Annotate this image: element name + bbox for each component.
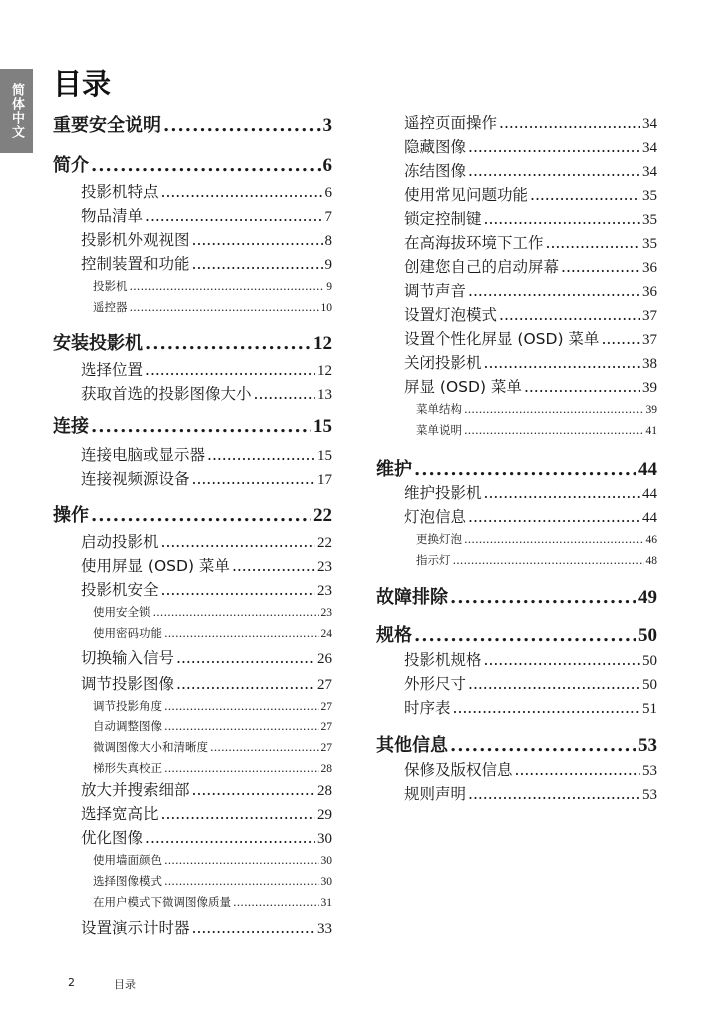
toc-section-entry[interactable] — [376, 505, 657, 527]
toc-entry-title: 遥控器 — [93, 300, 128, 314]
footer-section-title: 目录 — [114, 978, 136, 991]
toc-subsection-entry[interactable] — [376, 531, 657, 547]
toc-entry-title: 安装投影机 — [53, 333, 143, 354]
toc-entry-page: 53 — [638, 735, 657, 756]
toc-entry-title: 选择图像模式 — [93, 874, 162, 888]
toc-dot-leader — [233, 895, 319, 909]
toc-section-entry[interactable] — [376, 231, 657, 253]
toc-entry-title: 时序表 — [404, 699, 451, 717]
toc-dot-leader — [164, 626, 319, 640]
toc-section-entry[interactable] — [53, 252, 332, 274]
toc-chapter-entry[interactable] — [376, 455, 657, 481]
toc-entry-page: 22 — [317, 535, 332, 551]
toc-section-entry[interactable] — [53, 204, 332, 226]
toc-dot-leader — [207, 446, 315, 464]
toc-entry-page: 23 — [317, 583, 332, 599]
toc-subsection-entry[interactable] — [376, 422, 657, 438]
toc-chapter-entry[interactable] — [53, 329, 332, 355]
toc-section-entry[interactable] — [376, 279, 657, 301]
toc-entry-page: 51 — [642, 701, 657, 717]
toc-entry-title: 使用屏显 (OSD) 菜单 — [81, 557, 230, 575]
toc-entry-page: 24 — [320, 628, 332, 640]
toc-dot-leader — [453, 699, 640, 717]
toc-entry-title: 更换灯泡 — [416, 532, 462, 546]
toc-dot-leader — [530, 186, 640, 204]
toc-entry-title: 在用户模式下微调图像质量 — [93, 895, 231, 909]
toc-dot-leader — [145, 333, 311, 354]
toc-entry-title: 控制装置和功能 — [81, 255, 190, 273]
toc-entry-title: 设置灯泡模式 — [404, 306, 498, 324]
language-tab — [0, 69, 33, 153]
toc-entry-title: 投影机安全 — [81, 581, 159, 599]
toc-section-entry[interactable] — [53, 530, 332, 552]
toc-dot-leader — [468, 785, 640, 803]
toc-entry-title: 其他信息 — [376, 735, 448, 756]
toc-dot-leader — [91, 416, 311, 437]
toc-section-entry[interactable] — [53, 916, 332, 938]
toc-dot-leader — [161, 183, 323, 201]
toc-entry-title: 微调图像大小和清晰度 — [93, 740, 208, 754]
toc-section-entry[interactable] — [376, 481, 657, 503]
toc-entry-title: 投影机 — [93, 279, 128, 293]
toc-entry-page: 7 — [324, 209, 332, 225]
toc-dot-leader — [164, 699, 319, 713]
toc-subsection-entry[interactable] — [53, 299, 332, 315]
toc-section-entry[interactable] — [53, 554, 332, 576]
toc-section-entry[interactable] — [376, 111, 657, 133]
toc-entry-title: 关闭投影机 — [404, 354, 482, 372]
toc-section-entry[interactable] — [53, 578, 332, 600]
toc-section-entry[interactable] — [376, 255, 657, 277]
toc-dot-leader — [192, 781, 315, 799]
toc-chapter-entry[interactable] — [53, 151, 332, 177]
toc-section-entry[interactable] — [53, 672, 332, 694]
toc-entry-page: 15 — [313, 416, 332, 437]
toc-section-entry[interactable] — [376, 207, 657, 229]
toc-dot-leader — [161, 805, 315, 823]
toc-section-entry[interactable] — [376, 648, 657, 670]
toc-entry-title: 使用密码功能 — [93, 626, 162, 640]
toc-section-entry[interactable] — [376, 135, 657, 157]
toc-dot-leader — [450, 587, 636, 608]
toc-dot-leader — [176, 649, 315, 667]
toc-entry-page: 38 — [642, 356, 657, 372]
toc-subsection-entry[interactable] — [53, 625, 332, 641]
toc-section-entry[interactable] — [53, 778, 332, 800]
toc-entry-title: 操作 — [53, 505, 89, 526]
toc-entry-title: 设置个性化屏显 (OSD) 菜单 — [404, 330, 600, 348]
toc-entry-page: 53 — [642, 787, 657, 803]
toc-dot-leader — [164, 853, 319, 867]
toc-dot-leader — [464, 532, 644, 546]
toc-subsection-entry[interactable] — [376, 401, 657, 417]
toc-dot-leader — [145, 361, 315, 379]
toc-entry-page: 50 — [638, 625, 657, 646]
toc-entry-title: 切换输入信号 — [81, 649, 175, 667]
toc-entry-title: 优化图像 — [81, 829, 144, 847]
toc-dot-leader — [130, 300, 319, 314]
toc-entry-page: 27 — [317, 677, 332, 693]
toc-entry-page: 27 — [320, 721, 332, 733]
toc-section-entry[interactable] — [53, 443, 332, 465]
toc-dot-leader — [524, 378, 640, 396]
toc-dot-leader — [484, 354, 640, 372]
toc-dot-leader — [232, 557, 315, 575]
toc-entry-title: 重要安全说明 — [53, 115, 161, 136]
toc-chapter-entry[interactable] — [376, 583, 657, 609]
toc-section-entry[interactable] — [53, 646, 332, 668]
toc-dot-leader — [484, 651, 640, 669]
toc-entry-page: 35 — [642, 188, 657, 204]
toc-entry-page: 13 — [317, 387, 332, 403]
toc-entry-title: 获取首选的投影图像大小 — [81, 385, 252, 403]
toc-entry-page: 53 — [642, 763, 657, 779]
toc-entry-page: 46 — [645, 534, 657, 546]
toc-entry-page: 34 — [642, 116, 657, 132]
toc-subsection-entry[interactable] — [53, 873, 332, 889]
toc-entry-page: 44 — [642, 486, 657, 502]
toc-section-entry[interactable] — [376, 758, 657, 780]
toc-dot-leader — [176, 675, 315, 693]
toc-section-entry[interactable] — [53, 358, 332, 380]
toc-section-entry[interactable] — [376, 375, 657, 397]
toc-entry-title: 梯形失真校正 — [93, 761, 162, 775]
toc-entry-title: 启动投影机 — [81, 533, 159, 551]
toc-entry-title: 选择位置 — [81, 361, 144, 379]
toc-entry-title: 使用安全锁 — [93, 605, 151, 619]
toc-dot-leader — [499, 306, 640, 324]
toc-dot-leader — [91, 155, 321, 176]
toc-section-entry[interactable] — [53, 802, 332, 824]
toc-section-entry[interactable] — [376, 672, 657, 694]
toc-entry-page: 30 — [320, 855, 332, 867]
toc-dot-leader — [130, 279, 325, 293]
toc-subsection-entry[interactable] — [53, 604, 332, 620]
toc-dot-leader — [484, 210, 640, 228]
toc-dot-leader — [414, 459, 636, 480]
toc-section-entry[interactable] — [376, 351, 657, 373]
toc-dot-leader — [464, 423, 644, 437]
toc-entry-page: 34 — [642, 164, 657, 180]
toc-entry-page: 3 — [322, 115, 332, 136]
toc-dot-leader — [145, 207, 322, 225]
toc-entry-page: 37 — [642, 308, 657, 324]
toc-entry-page: 41 — [645, 425, 657, 437]
toc-entry-page: 35 — [642, 212, 657, 228]
toc-entry-page: 33 — [317, 921, 332, 937]
toc-entry-page: 23 — [320, 607, 332, 619]
toc-section-entry[interactable] — [53, 467, 332, 489]
toc-entry-page: 39 — [645, 404, 657, 416]
toc-entry-title: 物品清单 — [81, 207, 144, 225]
toc-entry-title: 连接 — [53, 416, 89, 437]
toc-section-entry[interactable] — [376, 183, 657, 205]
toc-entry-title: 创建您自己的启动屏幕 — [404, 258, 560, 276]
toc-section-entry[interactable] — [376, 327, 657, 349]
toc-entry-title: 投影机外观视图 — [81, 231, 190, 249]
toc-entry-title: 使用常见问题功能 — [404, 186, 529, 204]
toc-dot-leader — [192, 919, 315, 937]
toc-entry-title: 在高海拔环境下工作 — [404, 234, 544, 252]
toc-section-entry[interactable] — [53, 228, 332, 250]
toc-dot-leader — [161, 533, 315, 551]
toc-dot-leader — [450, 735, 636, 756]
toc-subsection-entry[interactable] — [53, 698, 332, 714]
toc-entry-page: 9 — [324, 257, 332, 273]
toc-section-entry[interactable] — [376, 303, 657, 325]
toc-section-entry[interactable] — [376, 696, 657, 718]
toc-entry-page: 6 — [322, 155, 332, 176]
toc-dot-leader — [468, 138, 640, 156]
toc-dot-leader — [210, 740, 319, 754]
toc-entry-page: 30 — [320, 876, 332, 888]
toc-entry-title: 投影机特点 — [81, 183, 159, 201]
toc-entry-page: 50 — [642, 653, 657, 669]
toc-chapter-entry[interactable] — [376, 731, 657, 757]
toc-entry-title: 规则声明 — [404, 785, 467, 803]
toc-entry-page: 23 — [317, 559, 332, 575]
toc-dot-leader — [468, 508, 640, 526]
toc-dot-leader — [192, 255, 323, 273]
toc-entry-page: 36 — [642, 260, 657, 276]
toc-entry-title: 外形尺寸 — [404, 675, 467, 693]
toc-entry-title: 调节声音 — [404, 282, 467, 300]
toc-entry-page: 6 — [324, 185, 332, 201]
toc-dot-leader — [164, 719, 319, 733]
toc-entry-page: 28 — [320, 763, 332, 775]
toc-subsection-entry[interactable] — [53, 278, 332, 294]
toc-dot-leader — [163, 115, 321, 136]
toc-dot-leader — [414, 625, 636, 646]
toc-entry-page: 10 — [320, 302, 332, 314]
toc-dot-leader — [254, 385, 315, 403]
toc-dot-leader — [164, 761, 319, 775]
toc-entry-page: 17 — [317, 472, 332, 488]
toc-entry-title: 冻结图像 — [404, 162, 467, 180]
toc-entry-page: 31 — [320, 897, 332, 909]
footer-page-number: 2 — [68, 976, 75, 989]
toc-entry-title: 隐藏图像 — [404, 138, 467, 156]
toc-entry-title: 放大并搜索细部 — [81, 781, 190, 799]
toc-entry-page: 44 — [638, 459, 657, 480]
toc-dot-leader — [468, 162, 640, 180]
toc-dot-leader — [453, 553, 644, 567]
toc-entry-title: 投影机规格 — [404, 651, 482, 669]
toc-entry-title: 保修及版权信息 — [404, 761, 513, 779]
toc-entry-title: 指示灯 — [416, 553, 451, 567]
toc-section-entry[interactable] — [376, 159, 657, 181]
toc-entry-page: 28 — [317, 783, 332, 799]
toc-entry-title: 调节投影图像 — [81, 675, 175, 693]
toc-entry-page: 12 — [317, 363, 332, 379]
toc-section-entry[interactable] — [376, 782, 657, 804]
toc-entry-page: 9 — [326, 281, 332, 293]
toc-chapter-entry[interactable] — [53, 111, 332, 137]
toc-entry-title: 锁定控制键 — [404, 210, 482, 228]
toc-entry-page: 37 — [642, 332, 657, 348]
toc-entry-title: 使用墙面颜色 — [93, 853, 162, 867]
toc-dot-leader — [499, 114, 640, 132]
toc-entry-title: 灯泡信息 — [404, 508, 467, 526]
toc-dot-leader — [145, 829, 315, 847]
toc-entry-page: 34 — [642, 140, 657, 156]
toc-entry-page: 27 — [320, 701, 332, 713]
toc-dot-leader — [484, 484, 640, 502]
toc-dot-leader — [91, 505, 311, 526]
toc-dot-leader — [468, 282, 640, 300]
toc-entry-title: 调节投影角度 — [93, 699, 162, 713]
toc-entry-title: 选择宽高比 — [81, 805, 159, 823]
toc-entry-page: 35 — [642, 236, 657, 252]
toc-entry-title: 菜单结构 — [416, 402, 462, 416]
toc-dot-leader — [468, 675, 640, 693]
toc-subsection-entry[interactable] — [53, 760, 332, 776]
toc-entry-title: 设置演示计时器 — [81, 919, 190, 937]
toc-subsection-entry[interactable] — [53, 718, 332, 734]
page-title: 目录 — [53, 67, 112, 101]
toc-dot-leader — [164, 874, 319, 888]
toc-entry-title: 自动调整图像 — [93, 719, 162, 733]
toc-dot-leader — [161, 581, 315, 599]
toc-entry-page: 48 — [645, 555, 657, 567]
toc-entry-title: 维护 — [376, 459, 412, 480]
toc-section-entry[interactable] — [53, 382, 332, 404]
language-tab-label: 简体中文 — [9, 83, 24, 139]
toc-chapter-entry[interactable] — [53, 412, 332, 438]
toc-entry-page: 44 — [642, 510, 657, 526]
toc-entry-title: 菜单说明 — [416, 423, 462, 437]
toc-entry-page: 27 — [320, 742, 332, 754]
toc-section-entry[interactable] — [53, 826, 332, 848]
toc-subsection-entry[interactable] — [53, 894, 332, 910]
toc-subsection-entry[interactable] — [53, 739, 332, 755]
toc-dot-leader — [464, 402, 644, 416]
toc-subsection-entry[interactable] — [376, 552, 657, 568]
toc-entry-page: 30 — [317, 831, 332, 847]
toc-dot-leader — [561, 258, 640, 276]
toc-dot-leader — [153, 605, 319, 619]
toc-dot-leader — [192, 470, 315, 488]
toc-entry-title: 连接电脑或显示器 — [81, 446, 206, 464]
toc-chapter-entry[interactable] — [376, 621, 657, 647]
toc-entry-page: 26 — [317, 651, 332, 667]
toc-entry-title: 连接视频源设备 — [81, 470, 190, 488]
toc-section-entry[interactable] — [53, 180, 332, 202]
toc-dot-leader — [515, 761, 640, 779]
toc-entry-page: 36 — [642, 284, 657, 300]
toc-subsection-entry[interactable] — [53, 852, 332, 868]
toc-entry-page: 50 — [642, 677, 657, 693]
toc-dot-leader — [601, 330, 640, 348]
toc-entry-page: 8 — [324, 233, 332, 249]
toc-entry-page: 12 — [313, 333, 332, 354]
toc-entry-page: 49 — [638, 587, 657, 608]
toc-entry-page: 15 — [317, 448, 332, 464]
toc-entry-page: 29 — [317, 807, 332, 823]
toc-entry-title: 故障排除 — [376, 587, 448, 608]
toc-dot-leader — [192, 231, 323, 249]
toc-entry-page: 39 — [642, 380, 657, 396]
toc-chapter-entry[interactable] — [53, 501, 332, 527]
toc-entry-title: 屏显 (OSD) 菜单 — [404, 378, 522, 396]
toc-entry-title: 维护投影机 — [404, 484, 482, 502]
toc-dot-leader — [546, 234, 640, 252]
toc-entry-title: 简介 — [53, 155, 89, 176]
toc-entry-title: 规格 — [376, 625, 412, 646]
toc-entry-page: 22 — [313, 505, 332, 526]
toc-entry-title: 遥控页面操作 — [404, 114, 498, 132]
